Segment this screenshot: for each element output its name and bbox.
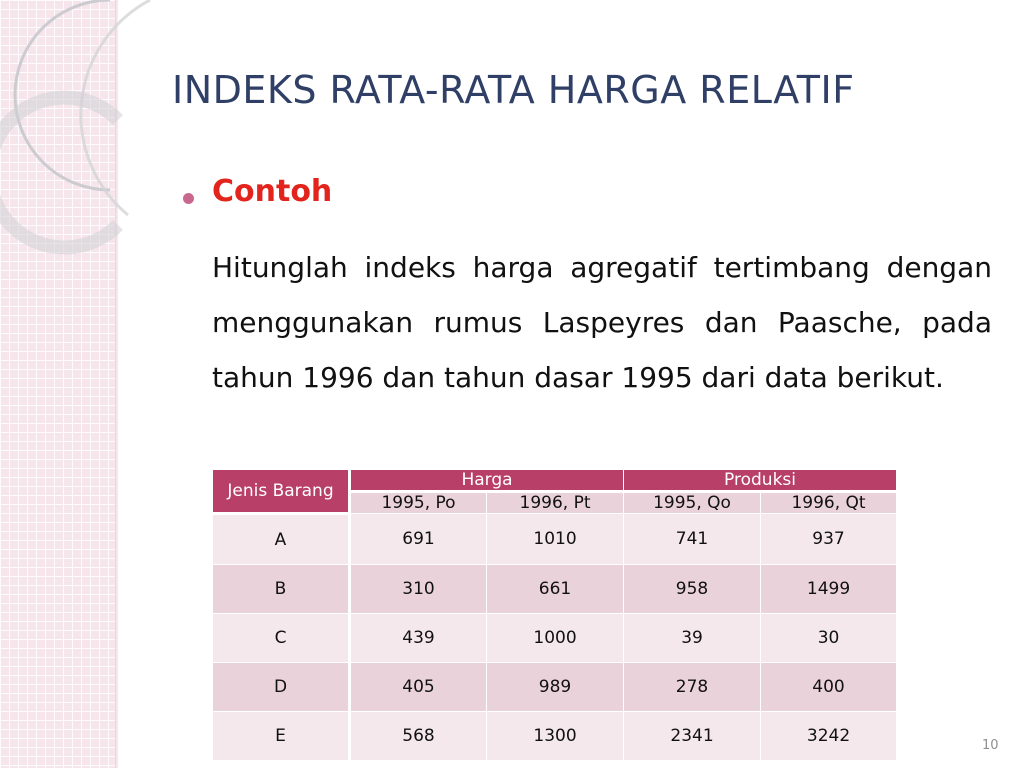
cell-price-1996: 1300 [487, 712, 624, 761]
cell-item: D [213, 663, 350, 712]
cell-price-1995: 568 [350, 712, 487, 761]
cell-price-1995: 439 [350, 614, 487, 663]
cell-qty-1996: 1499 [761, 565, 897, 614]
cell-qty-1996: 30 [761, 614, 897, 663]
bullet-heading: Contoh [212, 174, 333, 209]
cell-qty-1995: 278 [624, 663, 761, 712]
cell-price-1995: 310 [350, 565, 487, 614]
cell-qty-1996: 937 [761, 514, 897, 565]
page-number: 10 [982, 738, 999, 753]
header-price-1996: 1996, Pt [487, 492, 624, 514]
header-price-group: Harga [350, 470, 624, 492]
cell-price-1995: 405 [350, 663, 487, 712]
cell-qty-1995: 2341 [624, 712, 761, 761]
table-row [213, 614, 897, 663]
cell-qty-1995: 958 [624, 565, 761, 614]
cell-qty-1996: 400 [761, 663, 897, 712]
cell-qty-1995: 39 [624, 614, 761, 663]
bullet-dot-icon [183, 193, 194, 204]
table-row [213, 514, 897, 565]
header-production-group: Produksi [624, 470, 897, 492]
cell-item: C [213, 614, 350, 663]
cell-price-1995: 691 [350, 514, 487, 565]
cell-item: E [213, 712, 350, 761]
header-qty-1996: 1996, Qt [761, 492, 897, 514]
table-row [213, 712, 897, 761]
table-row [213, 565, 897, 614]
table-header-row [213, 470, 897, 492]
slide-title: INDEKS RATA-RATA HARGA RELATIF [172, 68, 855, 112]
header-item: Jenis Barang [213, 470, 350, 514]
cell-price-1996: 1000 [487, 614, 624, 663]
cell-price-1996: 989 [487, 663, 624, 712]
cell-qty-1996: 3242 [761, 712, 897, 761]
cell-item: B [213, 565, 350, 614]
cell-price-1996: 1010 [487, 514, 624, 565]
header-qty-1995: 1995, Qo [624, 492, 761, 514]
cell-price-1996: 661 [487, 565, 624, 614]
cell-item: A [213, 514, 350, 565]
decorative-arcs [0, 0, 215, 300]
cell-qty-1995: 741 [624, 514, 761, 565]
header-price-1995: 1995, Po [350, 492, 487, 514]
price-production-table [212, 469, 897, 761]
table-row [213, 663, 897, 712]
body-paragraph: Hitunglah indeks harga agregatif tertimbang dengan menggunakan rumus Laspeyres dan Paasche, pada tahun 1996 dan tahun dasar 1995 dari data berikut. [212, 251, 992, 394]
